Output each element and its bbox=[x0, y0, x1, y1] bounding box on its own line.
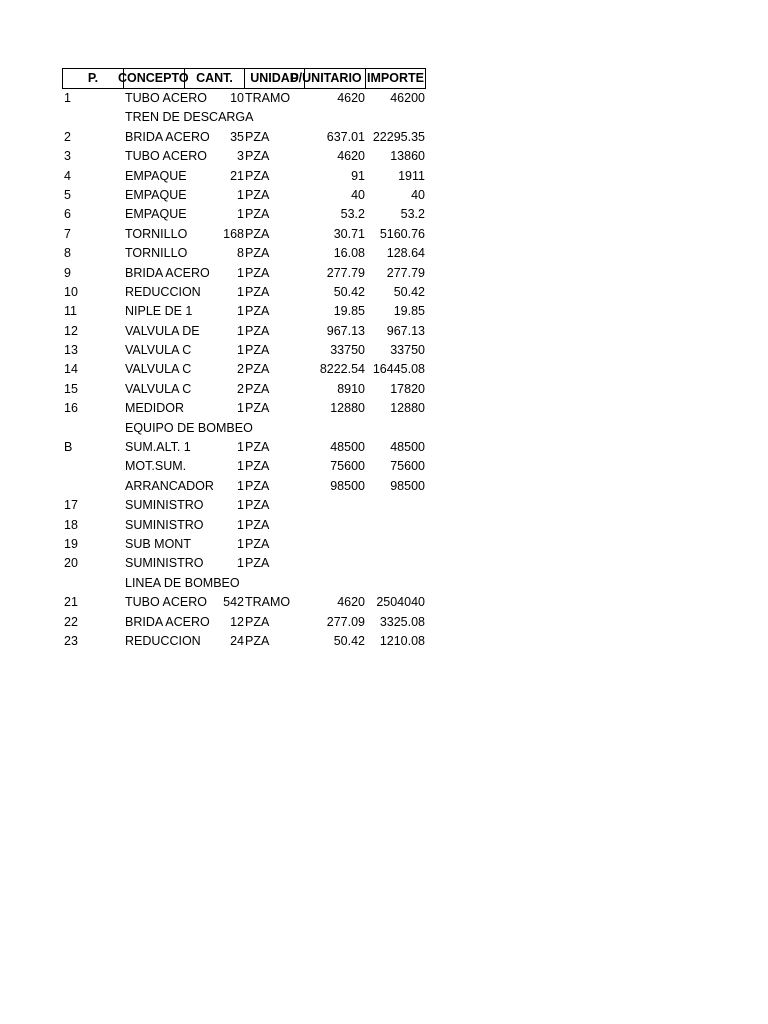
cell-punitario[interactable]: 4620 bbox=[337, 595, 365, 610]
cell-p[interactable]: 15 bbox=[64, 381, 78, 396]
header-unidad-label: UNIDAD bbox=[250, 71, 299, 85]
cell-unidad[interactable]: PZA bbox=[245, 187, 270, 202]
cell-unidad[interactable]: PZA bbox=[245, 478, 270, 493]
cell-punitario[interactable]: 91 bbox=[351, 168, 365, 183]
table-row bbox=[62, 399, 426, 418]
section-row bbox=[62, 419, 426, 438]
cell-concepto[interactable]: TORNILLO bbox=[125, 246, 188, 261]
cell-cant[interactable]: 1 bbox=[237, 265, 244, 280]
cell-cant[interactable]: 1 bbox=[237, 401, 244, 416]
header-importe-label: IMPORTE bbox=[367, 71, 424, 85]
table-row bbox=[62, 302, 426, 321]
table-row bbox=[62, 322, 426, 341]
cell-concepto[interactable]: ARRANCADOR bbox=[125, 478, 214, 493]
cell-unidad[interactable]: PZA bbox=[245, 226, 270, 241]
table-row bbox=[62, 264, 426, 283]
table-row bbox=[62, 244, 426, 263]
header-punitario[interactable] bbox=[290, 68, 366, 89]
cell-p[interactable]: 11 bbox=[64, 304, 77, 319]
cell-cant[interactable]: 21 bbox=[230, 168, 244, 183]
cell-unidad[interactable]: PZA bbox=[245, 246, 270, 261]
cell-concepto[interactable]: SUMINISTRO bbox=[125, 498, 204, 513]
cell-concepto[interactable]: SUM.ALT. 1 bbox=[125, 440, 191, 455]
cell-unidad[interactable]: PZA bbox=[245, 265, 270, 280]
cell-cant[interactable]: 10 bbox=[230, 91, 244, 105]
cell-punitario[interactable]: 75600 bbox=[330, 459, 365, 474]
header-p-label: P. bbox=[87, 71, 99, 85]
table-row bbox=[62, 496, 426, 515]
table-row bbox=[62, 186, 426, 205]
cell-p[interactable]: 9 bbox=[64, 265, 71, 280]
cell-punitario[interactable]: 50.42 bbox=[333, 284, 365, 299]
cell-unidad[interactable]: PZA bbox=[245, 149, 270, 164]
header-cant-label: CANT. bbox=[196, 71, 233, 85]
cell-importe[interactable]: 75600 bbox=[390, 459, 425, 474]
cell-importe[interactable]: 16445.08 bbox=[372, 362, 425, 377]
cell-unidad[interactable]: PZA bbox=[245, 614, 270, 629]
cell-cant[interactable]: 1 bbox=[237, 478, 244, 493]
cell-punitario[interactable] bbox=[305, 108, 365, 127]
cell-cant[interactable]: 1 bbox=[237, 323, 244, 338]
table-row bbox=[62, 205, 426, 224]
table-row bbox=[62, 341, 426, 360]
cell-p[interactable]: 22 bbox=[64, 614, 78, 629]
cell-p[interactable]: B bbox=[64, 440, 73, 455]
cell-concepto[interactable]: EQUIPO DE BOMBEO bbox=[125, 420, 253, 435]
cell-importe[interactable]: 98500 bbox=[390, 478, 425, 493]
cell-concepto[interactable]: EMPAQUE bbox=[125, 187, 187, 202]
header-concepto-label: CONCEPTO bbox=[118, 71, 189, 85]
cell-importe[interactable]: 33750 bbox=[390, 343, 425, 358]
cell-p[interactable]: 2 bbox=[64, 129, 71, 144]
cell-punitario[interactable]: 98500 bbox=[330, 478, 365, 493]
cell-importe[interactable]: 3325.08 bbox=[379, 614, 425, 629]
cell-p[interactable] bbox=[62, 419, 126, 438]
cell-punitario[interactable]: 53.2 bbox=[340, 207, 365, 222]
cell-concepto[interactable]: VALVULA C bbox=[125, 381, 192, 396]
cell-p[interactable] bbox=[62, 108, 126, 127]
cell-unidad[interactable]: PZA bbox=[245, 168, 270, 183]
cell-importe[interactable] bbox=[366, 554, 425, 573]
cell-p[interactable] bbox=[62, 457, 126, 476]
cell-p[interactable]: 5 bbox=[64, 187, 71, 202]
cell-unidad[interactable]: PZA bbox=[245, 343, 270, 358]
cell-unidad[interactable]: PZA bbox=[245, 517, 270, 532]
cell-importe[interactable] bbox=[366, 574, 425, 593]
cell-unidad[interactable]: PZA bbox=[245, 129, 270, 144]
header-concepto[interactable] bbox=[118, 68, 189, 89]
cell-unidad[interactable]: PZA bbox=[245, 459, 270, 474]
table-row bbox=[62, 554, 426, 573]
cell-p[interactable]: 4 bbox=[64, 168, 71, 183]
cell-concepto[interactable]: EMPAQUE bbox=[125, 207, 187, 222]
section-row bbox=[62, 108, 426, 127]
cell-concepto[interactable]: EMPAQUE bbox=[125, 168, 187, 183]
table-row bbox=[62, 283, 426, 302]
cell-p[interactable]: 3 bbox=[64, 149, 71, 164]
cell-concepto[interactable]: TUBO ACERO bbox=[125, 91, 207, 105]
cell-importe[interactable]: 53.2 bbox=[400, 207, 425, 222]
table-row bbox=[62, 535, 426, 554]
table-row bbox=[62, 360, 426, 379]
table-body bbox=[62, 89, 426, 651]
cell-cant[interactable] bbox=[185, 108, 244, 127]
cell-p[interactable]: 16 bbox=[64, 401, 78, 416]
cell-p[interactable]: 8 bbox=[64, 246, 71, 261]
cell-punitario[interactable]: 16.08 bbox=[333, 246, 365, 261]
cell-unidad[interactable]: PZA bbox=[245, 284, 270, 299]
cell-p[interactable]: 21 bbox=[64, 595, 78, 610]
table-row bbox=[62, 438, 426, 457]
cell-cant[interactable]: 12 bbox=[230, 614, 244, 629]
cell-concepto[interactable]: NIPLE DE 1 bbox=[125, 304, 193, 319]
cell-punitario[interactable]: 40 bbox=[351, 187, 365, 202]
cell-cant[interactable] bbox=[185, 419, 244, 438]
cell-cant[interactable]: 8 bbox=[237, 246, 244, 261]
cell-p[interactable] bbox=[62, 477, 126, 496]
cell-concepto[interactable]: TUBO ACERO bbox=[125, 149, 207, 164]
cell-punitario[interactable]: 48500 bbox=[330, 440, 365, 455]
cell-cant[interactable]: 1 bbox=[237, 440, 244, 455]
cell-cant[interactable]: 542 bbox=[223, 595, 244, 610]
cell-punitario[interactable] bbox=[305, 419, 365, 438]
cell-unidad[interactable] bbox=[245, 419, 305, 438]
cell-cant[interactable]: 35 bbox=[230, 129, 244, 144]
cell-p[interactable]: 7 bbox=[64, 226, 71, 241]
cell-importe[interactable]: 277.79 bbox=[386, 265, 425, 280]
cell-p[interactable]: 18 bbox=[64, 517, 78, 532]
cell-unidad[interactable]: PZA bbox=[245, 401, 270, 416]
cell-cant[interactable]: 2 bbox=[237, 381, 244, 396]
cell-unidad[interactable]: TRAMO bbox=[245, 595, 291, 610]
cell-unidad[interactable] bbox=[245, 108, 305, 127]
cell-cant[interactable]: 1 bbox=[237, 284, 244, 299]
cell-cant[interactable]: 1 bbox=[237, 187, 244, 202]
header-row bbox=[62, 68, 426, 89]
cell-p[interactable]: 12 bbox=[64, 323, 78, 338]
table-row bbox=[62, 613, 426, 632]
cell-cant[interactable]: 1 bbox=[237, 556, 244, 571]
cell-punitario[interactable]: 8910 bbox=[337, 381, 365, 396]
cell-punitario[interactable] bbox=[305, 496, 365, 515]
cell-concepto[interactable]: SUB MONT bbox=[125, 536, 191, 551]
table-row bbox=[62, 128, 426, 147]
cell-cant[interactable]: 1 bbox=[237, 207, 244, 222]
section-row bbox=[62, 574, 426, 593]
cell-p[interactable]: 20 bbox=[64, 556, 78, 571]
cell-punitario[interactable]: 19.85 bbox=[333, 304, 365, 319]
cell-concepto[interactable]: BRIDA ACERO bbox=[125, 129, 210, 144]
cell-importe[interactable] bbox=[366, 535, 425, 554]
cell-punitario[interactable] bbox=[305, 516, 365, 535]
cell-cant[interactable]: 1 bbox=[237, 517, 244, 532]
cell-importe[interactable]: 5160.76 bbox=[379, 226, 425, 241]
cell-cant[interactable]: 3 bbox=[237, 149, 244, 164]
cell-punitario[interactable]: 277.79 bbox=[326, 265, 365, 280]
cell-importe[interactable] bbox=[366, 516, 425, 535]
cell-cant[interactable]: 1 bbox=[237, 536, 244, 551]
cell-cant[interactable] bbox=[185, 574, 244, 593]
cell-concepto[interactable]: TORNILLO bbox=[125, 226, 188, 241]
table-row bbox=[62, 147, 426, 166]
table-row bbox=[62, 225, 426, 244]
cell-importe[interactable]: 19.85 bbox=[393, 304, 425, 319]
cell-unidad[interactable]: PZA bbox=[245, 323, 270, 338]
cell-punitario[interactable]: 4620 bbox=[337, 91, 365, 105]
cell-p[interactable]: 1 bbox=[64, 91, 71, 105]
header-punitario-label: P/UNITARIO bbox=[290, 71, 362, 85]
cell-importe[interactable]: 2504040 bbox=[376, 595, 425, 610]
cell-concepto[interactable]: VALVULA DE bbox=[125, 323, 200, 338]
cell-p[interactable]: 14 bbox=[64, 362, 78, 377]
cell-unidad[interactable]: PZA bbox=[245, 362, 270, 377]
table-row bbox=[62, 632, 426, 651]
cell-cant[interactable]: 1 bbox=[237, 304, 244, 319]
cell-unidad[interactable]: PZA bbox=[245, 536, 270, 551]
cell-p[interactable]: 19 bbox=[64, 536, 78, 551]
cell-unidad[interactable] bbox=[245, 574, 305, 593]
cell-concepto[interactable]: SUMINISTRO bbox=[125, 517, 204, 532]
cell-concepto[interactable]: TREN DE DESCARGA bbox=[125, 110, 254, 125]
cell-importe[interactable] bbox=[366, 108, 425, 127]
cell-punitario[interactable] bbox=[305, 535, 365, 554]
cell-concepto[interactable]: VALVULA C bbox=[125, 343, 192, 358]
cell-punitario[interactable] bbox=[305, 574, 365, 593]
table-row bbox=[62, 89, 426, 108]
cell-importe[interactable]: 22295.35 bbox=[372, 129, 425, 144]
cell-punitario[interactable]: 8222.54 bbox=[319, 362, 365, 377]
cell-p[interactable]: 13 bbox=[64, 343, 78, 358]
table-row bbox=[62, 593, 426, 612]
cell-punitario[interactable]: 30.71 bbox=[333, 226, 365, 241]
cell-concepto[interactable]: SUMINISTRO bbox=[125, 556, 204, 571]
cell-unidad[interactable]: PZA bbox=[245, 498, 270, 513]
cell-punitario[interactable] bbox=[305, 554, 365, 573]
cell-concepto[interactable]: TUBO ACERO bbox=[125, 595, 207, 610]
cell-importe[interactable]: 1210.08 bbox=[379, 633, 425, 648]
cell-punitario[interactable]: 4620 bbox=[337, 149, 365, 164]
cell-importe[interactable]: 13860 bbox=[390, 149, 425, 164]
header-p[interactable] bbox=[62, 68, 124, 89]
cell-importe[interactable]: 46200 bbox=[390, 91, 425, 105]
cell-cant[interactable]: 24 bbox=[230, 633, 244, 648]
cell-punitario[interactable]: 50.42 bbox=[333, 633, 365, 648]
cell-concepto[interactable]: REDUCCION bbox=[125, 284, 201, 299]
cell-importe[interactable]: 17820 bbox=[390, 381, 425, 396]
cell-p[interactable]: 23 bbox=[64, 633, 78, 648]
spreadsheet bbox=[62, 68, 426, 651]
table-row bbox=[62, 380, 426, 399]
cell-importe[interactable]: 40 bbox=[411, 187, 425, 202]
header-importe[interactable] bbox=[365, 68, 426, 89]
cell-cant[interactable]: 1 bbox=[237, 459, 244, 474]
cell-punitario[interactable]: 12880 bbox=[330, 401, 365, 416]
cell-p[interactable]: 10 bbox=[64, 284, 78, 299]
cell-punitario[interactable]: 277.09 bbox=[326, 614, 365, 629]
cell-punitario[interactable]: 967.13 bbox=[326, 323, 365, 338]
table-row bbox=[62, 477, 426, 496]
cell-importe[interactable] bbox=[366, 496, 425, 515]
cell-cant[interactable]: 1 bbox=[237, 498, 244, 513]
cell-unidad[interactable]: PZA bbox=[245, 304, 270, 319]
cell-unidad[interactable]: PZA bbox=[245, 556, 270, 571]
cell-p[interactable] bbox=[62, 574, 126, 593]
cell-cant[interactable]: 2 bbox=[237, 362, 244, 377]
cell-concepto[interactable]: MEDIDOR bbox=[125, 401, 185, 416]
table-row bbox=[62, 457, 426, 476]
cell-cant[interactable]: 168 bbox=[223, 226, 244, 241]
cell-punitario[interactable]: 33750 bbox=[330, 343, 365, 358]
header-cant[interactable] bbox=[184, 68, 245, 89]
cell-importe[interactable]: 48500 bbox=[390, 440, 425, 455]
cell-concepto[interactable]: BRIDA ACERO bbox=[125, 265, 210, 280]
cell-concepto[interactable]: REDUCCION bbox=[125, 633, 201, 648]
table-row bbox=[62, 516, 426, 535]
cell-punitario[interactable]: 637.01 bbox=[326, 129, 365, 144]
cell-importe[interactable]: 128.64 bbox=[386, 246, 425, 261]
cell-importe[interactable] bbox=[366, 419, 425, 438]
cell-p[interactable]: 6 bbox=[64, 207, 71, 222]
cell-concepto[interactable]: VALVULA C bbox=[125, 362, 192, 377]
table-row bbox=[62, 167, 426, 186]
cell-unidad[interactable]: PZA bbox=[245, 440, 270, 455]
cell-concepto[interactable]: MOT.SUM. bbox=[125, 459, 187, 474]
cell-concepto[interactable]: BRIDA ACERO bbox=[125, 614, 210, 629]
cell-unidad[interactable]: PZA bbox=[245, 207, 270, 222]
cell-cant[interactable]: 1 bbox=[237, 343, 244, 358]
cell-unidad[interactable]: PZA bbox=[245, 381, 270, 396]
cell-concepto[interactable]: LINEA DE BOMBEO bbox=[125, 575, 240, 590]
cell-importe[interactable]: 1911 bbox=[398, 168, 425, 183]
cell-unidad[interactable]: TRAMO bbox=[245, 91, 291, 105]
cell-unidad[interactable]: PZA bbox=[245, 633, 270, 648]
cell-p[interactable]: 17 bbox=[64, 498, 78, 513]
cell-importe[interactable]: 967.13 bbox=[386, 323, 425, 338]
cell-importe[interactable]: 50.42 bbox=[393, 284, 425, 299]
cell-importe[interactable]: 12880 bbox=[390, 401, 425, 416]
